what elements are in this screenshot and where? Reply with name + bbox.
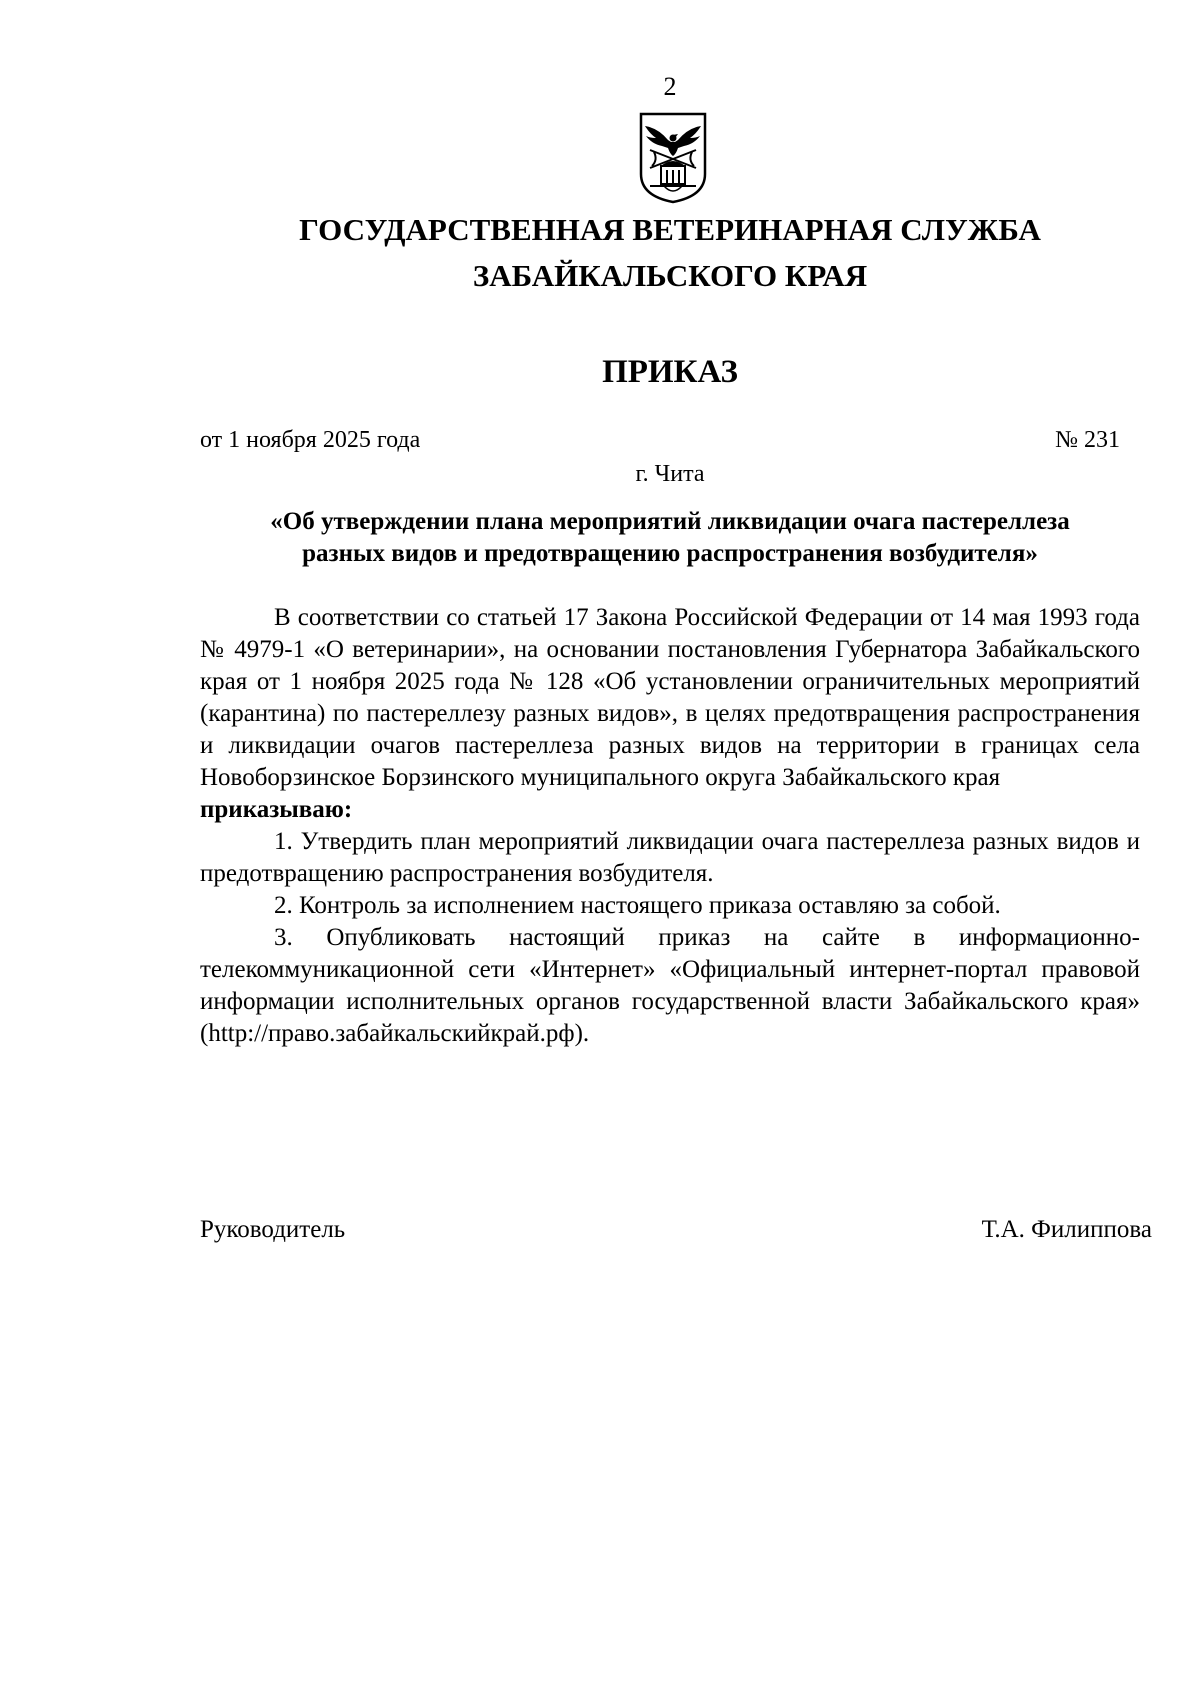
- signatory-position: Руководитель: [200, 1216, 346, 1243]
- date-number-line: [200, 424, 1120, 456]
- order-word: приказываю:: [200, 796, 353, 823]
- page-number: 2: [663, 72, 677, 101]
- preamble-paragraph: В соответствии со статьей 17 Закона Российской Федерации от 14 мая 1993 года № 4979-1 «О ветеринарии», на основании постановления Губернатора Забайкальского края от 1 ноября 2025 года № 128 «Об установлении ограничительных мероприятий (карантина) по пастереллезу разных видов», в целях предотвращения распространения и ликвидации очагов пастереллеза разных видов на территории в границах села Новоборзинское Борзинского муниципального округа Забайкальского края: [200, 604, 1140, 791]
- organization-title: [0, 207, 1200, 299]
- signatory-name: Т.А. Филиппова: [981, 1216, 1152, 1243]
- document-number: № 231: [1055, 427, 1120, 453]
- organization-title-line1: ГОСУДАРСТВЕННАЯ ВЕТЕРИНАРНАЯ СЛУЖБА: [299, 212, 1041, 247]
- order-item-2: 2. Контроль за исполнением настоящего приказа оставляю за собой.: [274, 892, 1001, 919]
- signature-block: [200, 1213, 1152, 1247]
- organization-title-line2: ЗАБАЙКАЛЬСКОГО КРАЯ: [472, 258, 868, 293]
- subject-line1: «Об утверждении плана мероприятий ликвидации очага пастереллеза: [270, 508, 1070, 535]
- document-date: от 1 ноября 2025 года: [200, 427, 421, 453]
- document-type-heading: ПРИКАЗ: [602, 354, 738, 390]
- coat-of-arms-icon: [638, 112, 708, 204]
- subject-line2: разных видов и предотвращению распространения возбудителя»: [302, 540, 1038, 567]
- document-city: г. Чита: [635, 461, 705, 487]
- document-subject: [200, 506, 1140, 570]
- order-item-3: 3. Опубликовать настоящий приказ на сайте в информационно-телекоммуникационной сети «Интернет» «Официальный интернет-портал правовой информации исполнительных органов государственной власти Забайкальского края» (http://право.забайкальскийкрай.рф).: [200, 924, 1140, 1047]
- order-item-1: 1. Утвердить план мероприятий ликвидации очага пастереллеза разных видов и предотвращению распространения возбудителя.: [200, 828, 1140, 887]
- document-body: [200, 602, 1140, 1050]
